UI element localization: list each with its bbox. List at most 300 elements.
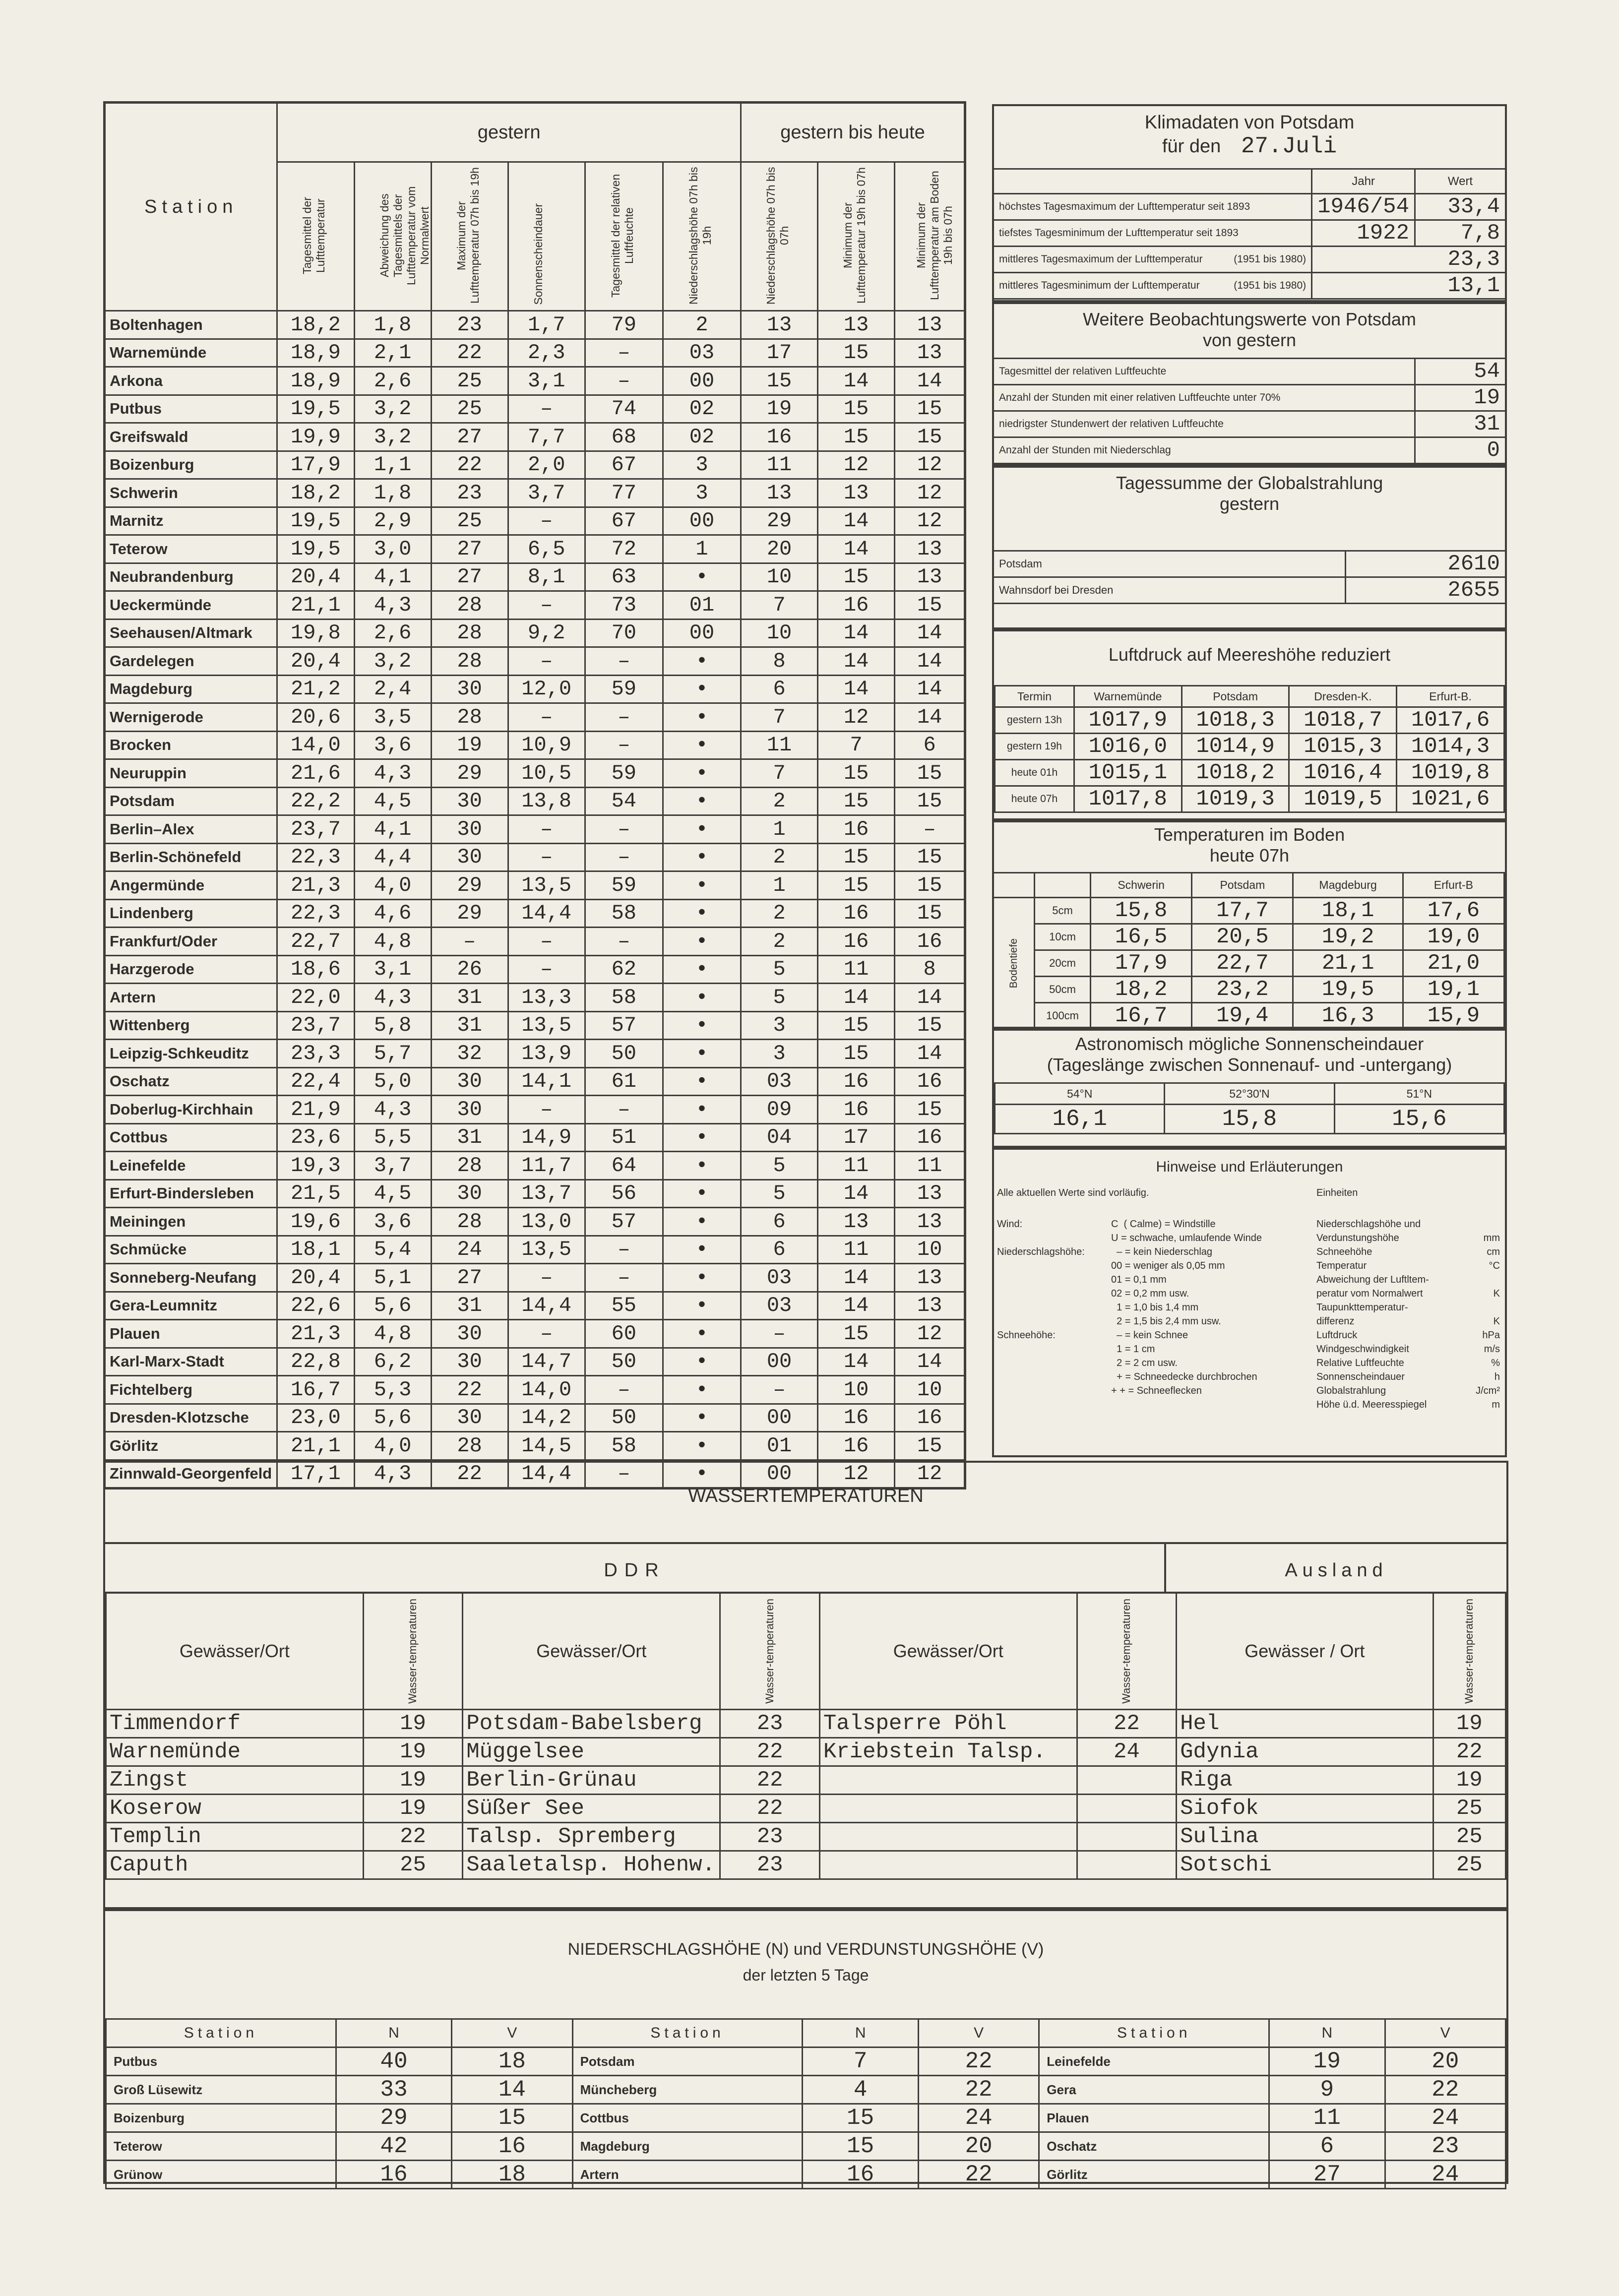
druck-termin: gestern 19h: [995, 734, 1074, 760]
station-value: 00: [741, 1348, 818, 1376]
station-value: 12: [818, 1460, 895, 1489]
station-value: 00: [741, 1404, 818, 1432]
station-value: 11: [818, 955, 895, 984]
station-value: 12: [895, 1460, 965, 1489]
water-temp: [1077, 1822, 1176, 1851]
boden-value: 21,0: [1403, 950, 1504, 977]
water-temp: 22: [1433, 1738, 1506, 1766]
station-value: 13,8: [508, 787, 585, 815]
weitere-wert: 54: [1415, 359, 1505, 385]
boden-side-text: Bodentiefe: [1008, 938, 1019, 989]
water-title: WASSERTEMPERATUREN: [688, 1486, 924, 1506]
station-value: 15: [895, 843, 965, 871]
hinweis-text: + + = Schneeflecken: [1111, 1385, 1202, 1396]
weitere-title: Weitere Beobachtungswerte von Potsdam: [1083, 309, 1416, 329]
station-value: 5,1: [354, 1264, 431, 1292]
station-value: 13: [818, 1208, 895, 1236]
druck-value: 1018,2: [1182, 760, 1289, 786]
rain-n: 27: [1269, 2161, 1385, 2189]
unit-line: [1316, 1342, 1500, 1356]
station-value: 21,9: [277, 1096, 354, 1124]
station-row: [105, 339, 965, 367]
station-value: 14: [818, 647, 895, 676]
station-value: –: [508, 955, 585, 984]
station-value: 55: [585, 1292, 663, 1320]
station-row: [105, 703, 965, 732]
station-value: 29: [741, 507, 818, 535]
station-value: 5,8: [354, 1011, 431, 1040]
station-name: Zinnwald-Georgenfeld: [105, 1460, 277, 1489]
station-value: 15: [741, 367, 818, 395]
station-row: [105, 984, 965, 1012]
station-value: 16: [895, 928, 965, 956]
rain-station: Leinefelde: [1039, 2048, 1269, 2076]
water-temp: 19: [1433, 1709, 1506, 1738]
unit-label: differenz: [1316, 1316, 1355, 1327]
station-value: •: [663, 1040, 741, 1068]
boden-depth: 50cm: [1035, 977, 1091, 1003]
rain-v: 15: [452, 2104, 572, 2132]
station-value: 61: [585, 1067, 663, 1096]
station-value: 10: [741, 563, 818, 591]
station-value: 1,8: [354, 311, 431, 339]
station-value: 00: [663, 619, 741, 647]
station-row: [105, 647, 965, 676]
station-value: 28: [431, 1208, 508, 1236]
station-value: –: [741, 1320, 818, 1348]
station-value: 15: [818, 787, 895, 815]
station-value: 14: [818, 1292, 895, 1320]
station-name: Ueckermünde: [105, 591, 277, 620]
global-label: Wahnsdorf bei Dresden: [994, 577, 1346, 604]
station-value: 14: [895, 647, 965, 676]
unit-label: Luftdruck: [1316, 1330, 1358, 1341]
rain-station: Cottbus: [572, 2104, 803, 2132]
station-row: [105, 1264, 965, 1292]
unit-line: [1316, 1217, 1500, 1231]
station-value: 19,3: [277, 1152, 354, 1180]
astro-table: [994, 1082, 1505, 1134]
water-ort: Süßer See: [463, 1794, 720, 1822]
hinweise-einheiten: Einheiten: [1316, 1187, 1358, 1198]
station-value: 7: [818, 731, 895, 759]
rain-station: Potsdam: [572, 2048, 803, 2076]
station-value: 3,2: [354, 423, 431, 451]
station-value: 10: [741, 619, 818, 647]
klima-label: [994, 220, 1312, 247]
station-value: 27: [431, 423, 508, 451]
station-value: 13,7: [508, 1179, 585, 1208]
station-value: 14,1: [508, 1067, 585, 1096]
station-row: [105, 563, 965, 591]
boden-header: Magdeburg: [1293, 873, 1403, 898]
station-value: 11,7: [508, 1152, 585, 1180]
column-header-label: Niederschlagshöhe 07h bis 07h: [764, 167, 791, 305]
hinweis-text: 1 = 1,0 bis 1,4 mm: [1111, 1302, 1199, 1313]
druck-row: [995, 734, 1504, 760]
station-value: 27: [431, 563, 508, 591]
station-value: 20,6: [277, 703, 354, 732]
station-value: 20,4: [277, 1264, 354, 1292]
station-value: 5: [741, 1179, 818, 1208]
station-value: 30: [431, 1320, 508, 1348]
boden-depth: 10cm: [1035, 924, 1091, 950]
water-temp: 19: [1433, 1766, 1506, 1794]
water-row: [106, 1794, 1506, 1822]
station-value: 4,8: [354, 1320, 431, 1348]
boden-value: 16,3: [1293, 1003, 1403, 1029]
station-value: 4,0: [354, 871, 431, 900]
boden-value: 19,1: [1403, 977, 1504, 1003]
klima-period: (1951 bis 1980): [1234, 280, 1307, 291]
unit-value: °C: [1489, 1260, 1500, 1271]
station-value: 17: [741, 339, 818, 367]
water-ort-header: Gewässer/Ort: [819, 1593, 1077, 1709]
station-value: 18,9: [277, 367, 354, 395]
column-header: [585, 162, 663, 311]
global-wert: 2610: [1346, 551, 1505, 577]
column-header-label: Minimum der Lufttemperatur 19h bis 07h: [841, 167, 868, 304]
rain-station: Artern: [572, 2161, 803, 2189]
station-name: Neubrandenburg: [105, 563, 277, 591]
station-value: 23,3: [277, 1040, 354, 1068]
station-value: 4,5: [354, 1179, 431, 1208]
station-value: –: [585, 1376, 663, 1404]
water-temp-header: [720, 1593, 819, 1709]
station-value: •: [663, 1376, 741, 1404]
rain-n: 11: [1269, 2104, 1385, 2132]
rain-station-header: Station: [1039, 2019, 1269, 2048]
station-value: 13,5: [508, 1236, 585, 1264]
station-value: 13: [895, 1208, 965, 1236]
boden-value: 19,4: [1192, 1003, 1293, 1029]
weitere-wert: 31: [1415, 411, 1505, 437]
unit-value: cm: [1487, 1246, 1500, 1257]
station-value: –: [585, 1264, 663, 1292]
station-value: 20,4: [277, 563, 354, 591]
station-value: 2: [663, 311, 741, 339]
station-value: 21,3: [277, 871, 354, 900]
station-value: –: [508, 591, 585, 620]
astro-header: 51°N: [1334, 1083, 1504, 1105]
station-value: 19,5: [277, 535, 354, 563]
hinweise-units: [1316, 1217, 1500, 1412]
station-name: Oschatz: [105, 1067, 277, 1096]
station-value: 4,5: [354, 787, 431, 815]
station-name: Berlin-Schönefeld: [105, 843, 277, 871]
water-section: [103, 1461, 1508, 1911]
rain-v: 18: [452, 2161, 572, 2189]
station-value: 15: [818, 395, 895, 423]
station-value: 7: [741, 759, 818, 788]
station-name: Cottbus: [105, 1123, 277, 1152]
station-value: •: [663, 647, 741, 676]
rain-station: Plauen: [1039, 2104, 1269, 2132]
column-header: [354, 162, 431, 311]
station-value: 15: [895, 1432, 965, 1460]
station-value: 4,6: [354, 899, 431, 928]
station-value: 19,9: [277, 423, 354, 451]
station-value: 20: [741, 535, 818, 563]
station-name: Neuruppin: [105, 759, 277, 788]
station-name: Harzgerode: [105, 955, 277, 984]
station-value: •: [663, 1208, 741, 1236]
klima-row: [994, 273, 1505, 299]
station-value: –: [585, 647, 663, 676]
station-value: 15: [818, 563, 895, 591]
station-name: Fichtelberg: [105, 1376, 277, 1404]
station-value: •: [663, 703, 741, 732]
astro-value: 16,1: [995, 1105, 1165, 1134]
station-value: 14: [895, 984, 965, 1012]
column-header-label: Niederschlagshöhe 07h bis 19h: [686, 167, 713, 305]
station-name: Berlin–Alex: [105, 815, 277, 844]
main-station-table: [103, 101, 966, 1489]
rain-station: Grünow: [106, 2161, 336, 2189]
unit-label: Globalstrahlung: [1316, 1385, 1386, 1396]
rain-n: 4: [803, 2076, 918, 2104]
station-value: 14: [818, 1264, 895, 1292]
water-ort: Potsdam-Babelsberg: [463, 1709, 720, 1738]
station-value: 21,2: [277, 675, 354, 703]
rain-station: Magdeburg: [572, 2132, 803, 2161]
station-name: Karl-Marx-Stadt: [105, 1348, 277, 1376]
station-name: Lindenberg: [105, 899, 277, 928]
station-value: 13,5: [508, 871, 585, 900]
hinweis-key: [997, 1384, 1111, 1398]
station-value: 3,7: [354, 1152, 431, 1180]
station-value: 16,7: [277, 1376, 354, 1404]
druck-row: [995, 786, 1504, 812]
druck-value: 1017,9: [1074, 707, 1182, 734]
station-value: 15: [818, 423, 895, 451]
boden-value: 19,0: [1403, 924, 1504, 950]
unit-line: [1316, 1301, 1500, 1314]
station-value: 18,6: [277, 955, 354, 984]
druck-value: 1021,6: [1397, 786, 1504, 812]
main-station-table-wrap: [103, 101, 966, 1489]
water-ort: Hel: [1177, 1709, 1433, 1738]
station-value: 19,8: [277, 619, 354, 647]
station-value: –: [741, 1376, 818, 1404]
station-value: 4,8: [354, 928, 431, 956]
station-row: [105, 731, 965, 759]
boden-value: 21,1: [1293, 950, 1403, 977]
globalstrahlung-box: [992, 464, 1507, 631]
station-row: [105, 1152, 965, 1180]
station-value: 16: [818, 1096, 895, 1124]
astro-header: 52°30'N: [1165, 1083, 1334, 1105]
station-value: •: [663, 787, 741, 815]
station-value: 3,5: [354, 703, 431, 732]
station-value: 15: [818, 871, 895, 900]
druck-value: 1016,4: [1289, 760, 1397, 786]
water-ort: Sotschi: [1177, 1851, 1433, 1879]
water-ort: Timmendorf: [106, 1709, 364, 1738]
station-value: 11: [895, 1152, 965, 1180]
station-value: 15: [895, 591, 965, 620]
station-value: 2,9: [354, 507, 431, 535]
water-temp: 22: [720, 1738, 819, 1766]
station-name: Brocken: [105, 731, 277, 759]
weitere-box: [992, 300, 1507, 468]
station-value: 22: [431, 339, 508, 367]
station-value: –: [508, 843, 585, 871]
boden-side-label: [994, 898, 1035, 1029]
unit-label: Windgeschwindigkeit: [1316, 1344, 1409, 1355]
hinweise-intro: Alle aktuellen Werte sind vorläufig.: [997, 1187, 1149, 1198]
station-value: •: [663, 1011, 741, 1040]
station-value: •: [663, 1320, 741, 1348]
water-ort: [819, 1851, 1077, 1879]
luftdruck-table: [994, 685, 1505, 813]
station-value: 09: [741, 1096, 818, 1124]
station-value: •: [663, 928, 741, 956]
station-name: Frankfurt/Oder: [105, 928, 277, 956]
station-value: 4,3: [354, 759, 431, 788]
station-value: 4,3: [354, 591, 431, 620]
station-row: [105, 899, 965, 928]
hinweis-line: [997, 1314, 1314, 1328]
rain-v-header: V: [452, 2019, 572, 2048]
station-name: Warnemünde: [105, 339, 277, 367]
station-value: 2,4: [354, 675, 431, 703]
column-header: [663, 162, 741, 311]
station-value: 25: [431, 395, 508, 423]
station-value: 30: [431, 675, 508, 703]
station-value: •: [663, 1236, 741, 1264]
station-name: Boltenhagen: [105, 311, 277, 339]
station-value: 10,9: [508, 731, 585, 759]
station-value: 23,7: [277, 1011, 354, 1040]
station-value: 19,6: [277, 1208, 354, 1236]
station-value: 17,9: [277, 451, 354, 479]
water-temp-header-text: Wasser-temperaturen: [1463, 1598, 1476, 1704]
rain-v: 16: [452, 2132, 572, 2161]
klimadaten-box: [992, 104, 1507, 304]
station-value: 27: [431, 535, 508, 563]
unit-label: Relative Luftfeuchte: [1316, 1358, 1404, 1368]
station-value: 31: [431, 1123, 508, 1152]
station-value: 14,5: [508, 1432, 585, 1460]
station-value: 17,1: [277, 1460, 354, 1489]
water-table: [105, 1592, 1506, 1880]
hinweis-key: [997, 1231, 1111, 1245]
column-header-label: Abweichung des Tagesmittels der Lufttemperatur vom Normalwert: [377, 186, 431, 285]
station-row: [105, 1040, 965, 1068]
station-value: 16: [741, 423, 818, 451]
water-ort: Müggelsee: [463, 1738, 720, 1766]
druck-termin: gestern 13h: [995, 707, 1074, 734]
water-temp: 25: [1433, 1851, 1506, 1879]
station-value: 14: [818, 675, 895, 703]
station-row: [105, 1404, 965, 1432]
station-value: 04: [741, 1123, 818, 1152]
water-row: [106, 1709, 1506, 1738]
station-name: Sonneberg-Neufang: [105, 1264, 277, 1292]
station-value: 4,3: [354, 984, 431, 1012]
station-value: 57: [585, 1208, 663, 1236]
klima-label: [994, 194, 1312, 220]
boden-row: [994, 950, 1504, 977]
station-value: 3,2: [354, 395, 431, 423]
station-value: 23,0: [277, 1404, 354, 1432]
station-value: 2: [741, 928, 818, 956]
station-value: 2,3: [508, 339, 585, 367]
station-value: 30: [431, 1067, 508, 1096]
water-ort: Caputh: [106, 1851, 364, 1879]
station-value: 10,5: [508, 759, 585, 788]
station-value: 02: [663, 423, 741, 451]
station-name: Schwerin: [105, 479, 277, 507]
station-value: 14: [818, 535, 895, 563]
station-name: Teterow: [105, 535, 277, 563]
unit-label: Höhe ü.d. Meeresspiegel: [1316, 1399, 1427, 1410]
station-row: [105, 1292, 965, 1320]
weitere-row: [994, 437, 1505, 464]
hinweis-text: 2 = 1,5 bis 2,4 mm usw.: [1111, 1316, 1221, 1327]
hinweise-box: [992, 1146, 1507, 1457]
hinweis-text: 02 = 0,2 mm usw.: [1111, 1288, 1189, 1299]
station-value: 5,0: [354, 1067, 431, 1096]
rain-n: 7: [803, 2048, 918, 2076]
station-value: •: [663, 675, 741, 703]
hinweis-text: 2 = 2 cm usw.: [1111, 1358, 1178, 1368]
station-value: –: [585, 731, 663, 759]
station-value: 14,0: [508, 1376, 585, 1404]
station-value: 5,4: [354, 1236, 431, 1264]
druck-value: 1018,7: [1289, 707, 1397, 734]
station-value: 6,5: [508, 535, 585, 563]
hinweis-key: [997, 1370, 1111, 1384]
water-temp: 19: [363, 1794, 462, 1822]
boden-depth-header: [1035, 873, 1091, 898]
water-ort: Koserow: [106, 1794, 364, 1822]
station-value: 14: [895, 619, 965, 647]
station-value: 23,6: [277, 1123, 354, 1152]
boden-subtitle: heute 07h: [1209, 845, 1290, 866]
station-value: 29: [431, 759, 508, 788]
station-value: 28: [431, 1432, 508, 1460]
rain-section: [103, 1907, 1508, 2187]
klima-wert: 13,1: [1312, 273, 1505, 299]
rain-v: 23: [1385, 2132, 1506, 2161]
station-value: 13: [741, 479, 818, 507]
rain-v: 24: [1385, 2104, 1506, 2132]
station-value: 6,2: [354, 1348, 431, 1376]
station-value: 74: [585, 395, 663, 423]
station-value: 21,5: [277, 1179, 354, 1208]
station-value: 15: [895, 423, 965, 451]
water-ort: Saaletalsp. Hohenw.: [463, 1851, 720, 1879]
station-value: 03: [741, 1292, 818, 1320]
weitere-wert: 0: [1415, 437, 1505, 464]
water-temp-header-text: Wasser-temperaturen: [406, 1598, 419, 1704]
rain-station-header: Station: [106, 2019, 336, 2048]
boden-title: Temperaturen im Boden: [1154, 824, 1345, 845]
water-ort: Talsperre Pöhl: [819, 1709, 1077, 1738]
station-value: 13: [895, 1179, 965, 1208]
station-name: Meiningen: [105, 1208, 277, 1236]
unit-label: Sonnenscheindauer: [1316, 1371, 1405, 1382]
station-value: 59: [585, 871, 663, 900]
station-name: Wittenberg: [105, 1011, 277, 1040]
boden-value: 19,5: [1293, 977, 1403, 1003]
water-temp: 19: [363, 1709, 462, 1738]
station-row: [105, 955, 965, 984]
water-ort: Kriebstein Talsp.: [819, 1738, 1077, 1766]
astro-header: 54°N: [995, 1083, 1165, 1105]
